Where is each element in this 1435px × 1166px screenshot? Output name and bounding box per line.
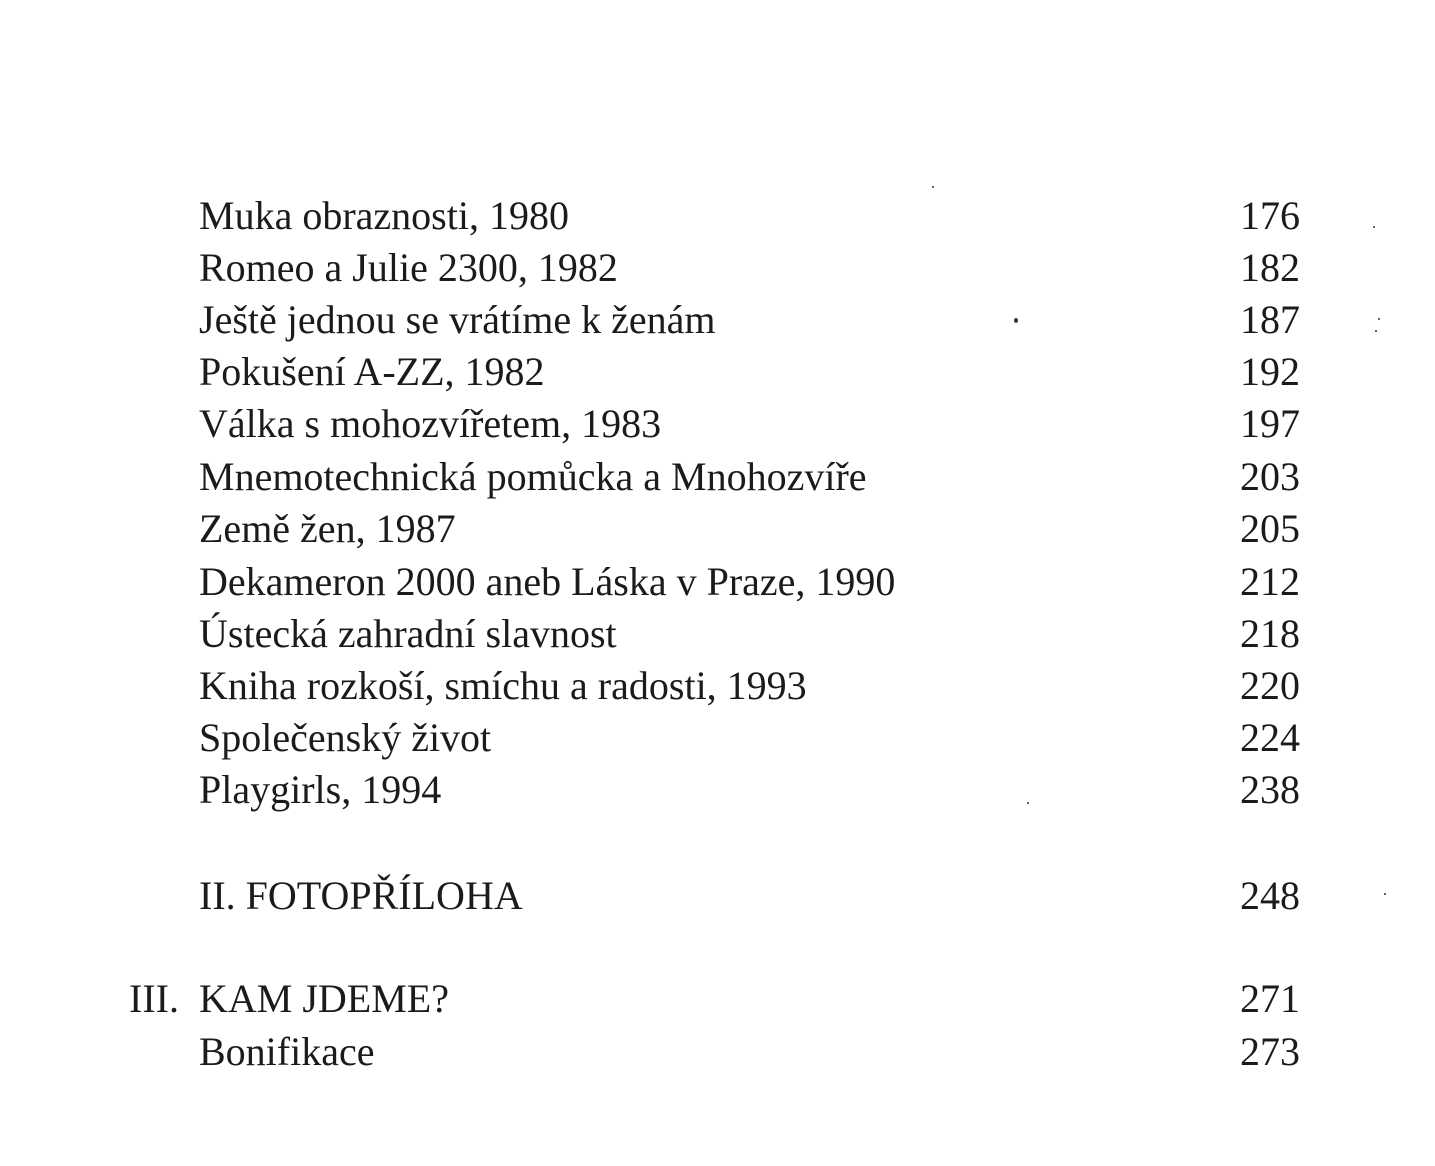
toc-entry-title: Země žen, 1987	[199, 506, 456, 551]
toc-entry	[0, 608, 1435, 660]
scan-speck	[1014, 318, 1018, 323]
toc-entry-title: Společenský život	[199, 715, 492, 760]
toc-entry-title: Mnemotechnická pomůcka a Mnohozvíře	[199, 454, 867, 499]
toc-section-ii	[0, 870, 1435, 922]
toc-entry-page: 182	[1240, 245, 1300, 290]
toc-entry	[0, 712, 1435, 764]
toc-entry-title: Dekameron 2000 aneb Láska v Praze, 1990	[199, 559, 896, 604]
toc-entry	[0, 398, 1435, 450]
toc-entry	[0, 451, 1435, 503]
toc-entry-title: Muka obraznosti, 1980	[199, 193, 569, 238]
scan-speck	[1378, 318, 1380, 320]
toc-entry-page: 203	[1240, 454, 1300, 499]
toc-entry-page: 218	[1240, 611, 1300, 656]
toc-section-page: 271	[1240, 976, 1300, 1021]
toc-entry	[0, 764, 1435, 816]
toc-entry-page: 197	[1240, 401, 1300, 446]
toc-entry-title: Kniha rozkoší, smíchu a radosti, 1993	[199, 663, 807, 708]
toc-entry-page: 212	[1240, 559, 1300, 604]
toc-section-title: KAM JDEME?	[199, 976, 449, 1021]
toc-entry-page: 273	[1240, 1029, 1300, 1074]
scan-speck	[1373, 226, 1375, 228]
toc-entry	[0, 190, 1435, 242]
toc-entry-title: Ještě jednou se vrátíme k ženám	[199, 297, 716, 342]
toc-section-numeral: III.	[129, 976, 179, 1021]
toc-entry	[0, 556, 1435, 608]
scan-speck	[1375, 330, 1377, 332]
toc-section-title: II. FOTOPŘÍLOHA	[199, 873, 523, 918]
toc-entry-page: 187	[1240, 297, 1300, 342]
toc-entry-page: 176	[1240, 193, 1300, 238]
toc-entry	[0, 346, 1435, 398]
toc-entry	[0, 503, 1435, 555]
toc-entry-title: Romeo a Julie 2300, 1982	[199, 245, 618, 290]
toc-entry-title: Bonifikace	[199, 1029, 375, 1074]
toc-entry	[0, 660, 1435, 712]
scan-speck	[1384, 893, 1386, 895]
toc-entry-title: Playgirls, 1994	[199, 767, 442, 812]
toc-entry-page: 205	[1240, 506, 1300, 551]
toc-entry-title: Ústecká zahradní slavnost	[199, 611, 617, 656]
toc-entry-page: 224	[1240, 715, 1300, 760]
toc-entry-page: 192	[1240, 349, 1300, 394]
toc-section-page: 248	[1240, 873, 1300, 918]
toc-entry-title: Válka s mohozvířetem, 1983	[199, 401, 662, 446]
toc-entry-page: 220	[1240, 663, 1300, 708]
toc-entry	[0, 1026, 1435, 1078]
toc-entry-page: 238	[1240, 767, 1300, 812]
scan-speck	[1027, 802, 1029, 804]
toc-entry-title: Pokušení A-ZZ, 1982	[199, 349, 545, 394]
toc-entry	[0, 242, 1435, 294]
toc-entry	[0, 294, 1435, 346]
scan-speck	[932, 186, 934, 188]
toc-section-iii	[0, 973, 1435, 1025]
